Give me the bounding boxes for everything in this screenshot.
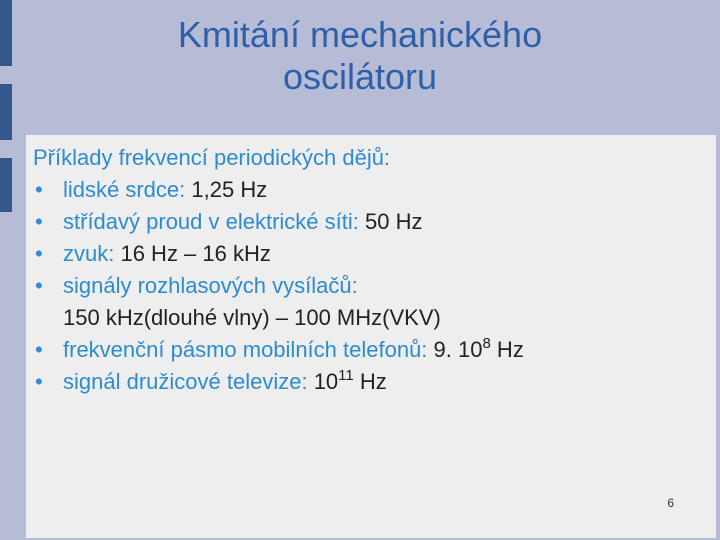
item-label: signály rozhlasových vysílačů:: [63, 273, 358, 298]
content-heading: Příklady frekvencí periodických dějů:: [33, 145, 391, 170]
item-label: frekvenční pásmo mobilních telefonů:: [63, 337, 428, 362]
item-value-suffix: Hz: [353, 369, 387, 394]
bullet: •: [35, 337, 43, 362]
slide-title-line-2: oscilátoru: [282, 56, 438, 97]
list-item-radio-range: [33, 302, 713, 334]
page-number: 6: [667, 496, 674, 510]
bullet: •: [35, 241, 43, 266]
item-label: signál družicové televize:: [63, 369, 308, 394]
list-item-ac-current: [33, 206, 713, 238]
content-panel: [26, 135, 716, 538]
item-value: 16 Hz – 16 kHz: [114, 241, 271, 266]
left-accent-bar-middle: [0, 84, 12, 140]
slide-title: [40, 14, 680, 98]
bullet: •: [35, 209, 43, 234]
left-accent-bar-bottom: [0, 158, 12, 212]
bullet: •: [35, 369, 43, 394]
list-item-mobile-band: [33, 334, 713, 366]
item-label: zvuk:: [63, 241, 115, 266]
bullet: •: [35, 273, 43, 298]
list-item-radio-signals: [33, 270, 713, 302]
item-exponent: 8: [482, 335, 491, 352]
item-exponent: 11: [338, 367, 354, 384]
bullet: •: [35, 177, 43, 202]
list-item-satellite-tv: [33, 366, 713, 398]
item-value: 1,25 Hz: [185, 177, 268, 202]
slide-title-line-1: Kmitání mechanického: [177, 14, 543, 55]
item-value: 50 Hz: [358, 209, 423, 234]
list-item-sound: [33, 238, 713, 270]
content-text: [33, 142, 713, 398]
item-value-suffix: Hz: [490, 337, 524, 362]
item-label: lidské srdce:: [63, 177, 186, 202]
item-value-prefix: 9. 10: [427, 337, 483, 362]
item-label: střídavý proud v elektrické síti:: [63, 209, 359, 234]
item-continuation: 150 kHz(dlouhé vlny) – 100 MHz(VKV): [63, 305, 441, 330]
list-item-heart: [33, 174, 713, 206]
item-value-prefix: 10: [307, 369, 339, 394]
left-accent-bar-top: [0, 0, 12, 66]
